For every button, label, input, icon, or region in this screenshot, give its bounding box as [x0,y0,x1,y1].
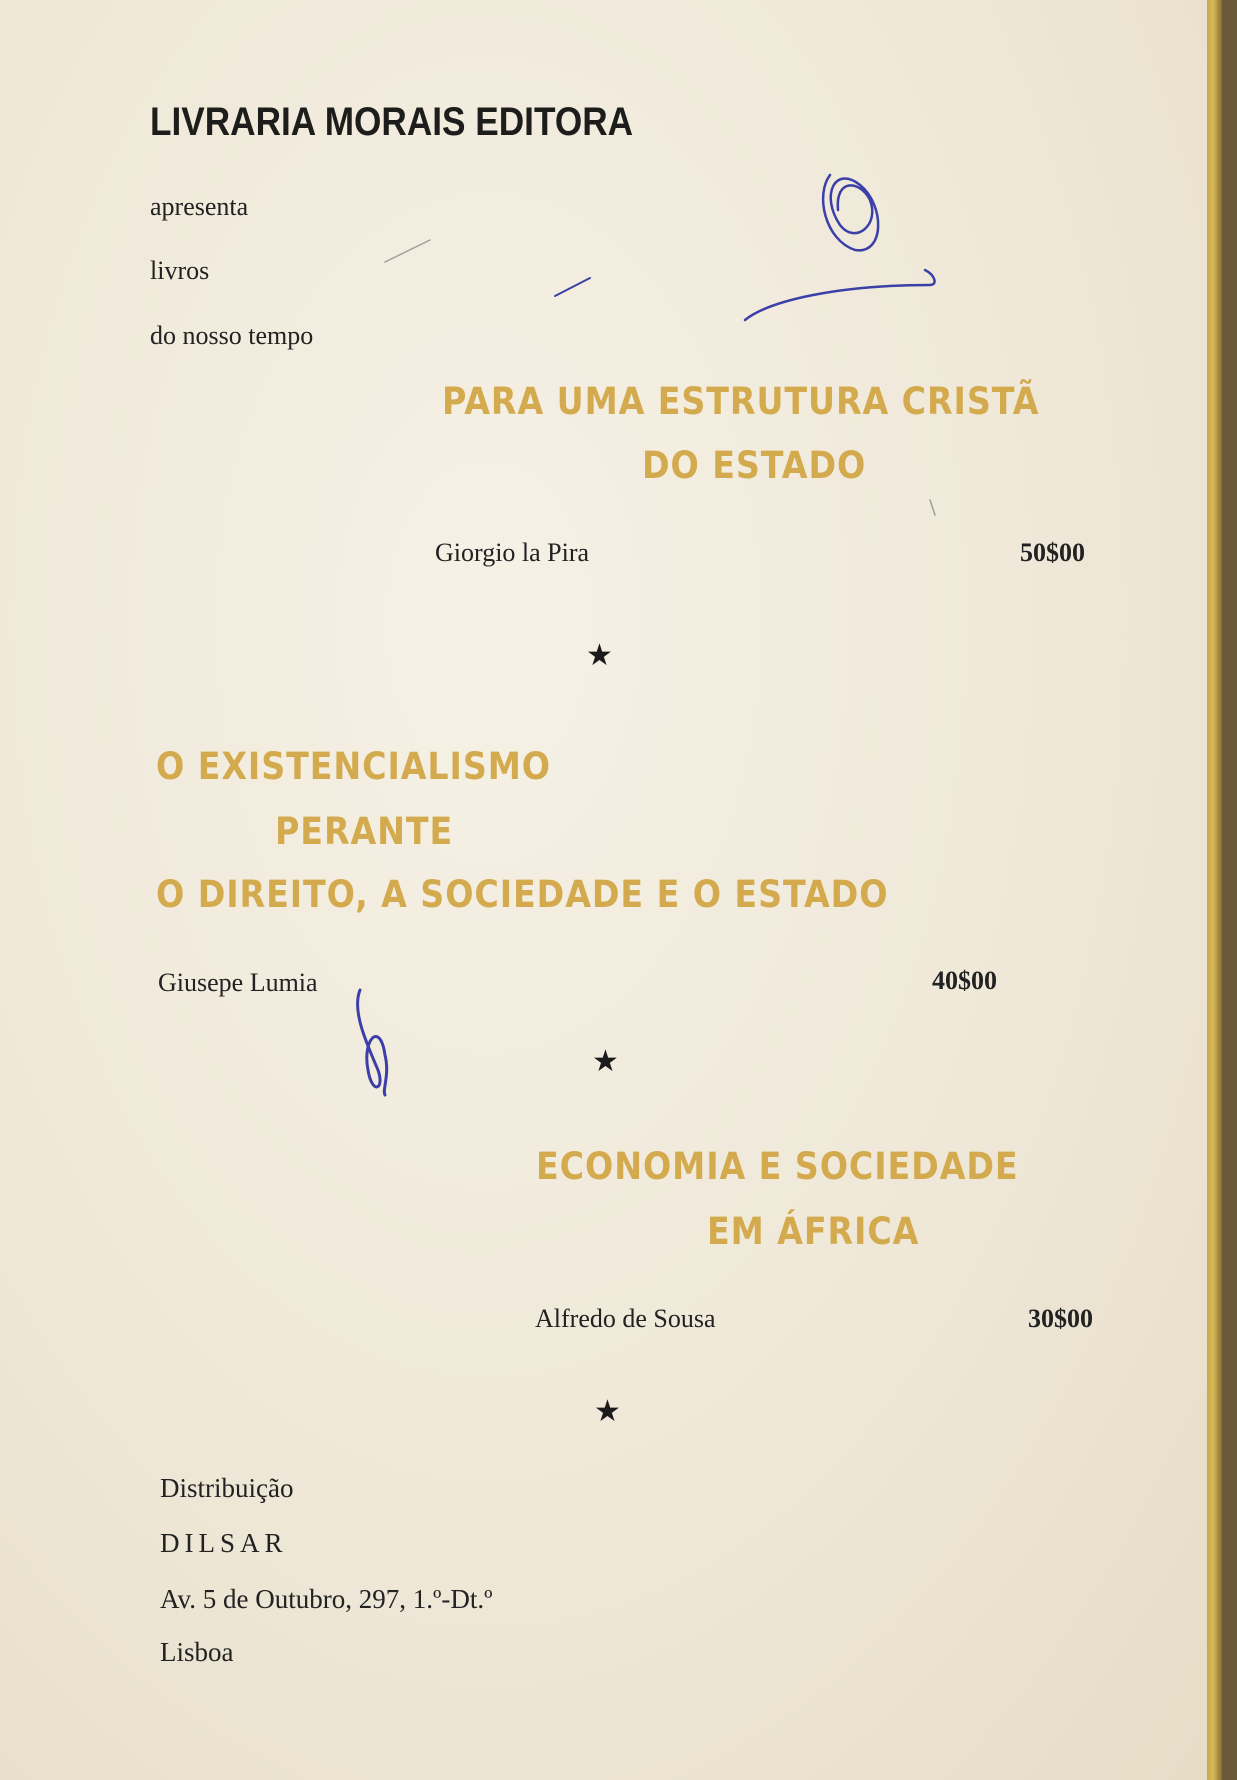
publisher-name: LIVRARIA MORAIS EDITORA [150,100,634,144]
book-3-title-line-1: ECONOMIA E SOCIEDADE [536,1145,1019,1188]
separator-star-3: ★ [594,1395,621,1428]
book-3-title-line-2: EM ÁFRICA [707,1210,920,1253]
book-2-author: Giusepe Lumia [158,968,318,997]
pencil-mark-1 [385,240,430,262]
pen-scribble-circle [823,175,878,250]
pen-scribble-vertical [358,990,387,1095]
separator-star-1: ★ [586,639,613,672]
intro-line-3: do nosso tempo [150,321,314,350]
book-3-author: Alfredo de Sousa [535,1304,716,1333]
distribution-label: Distribuição [160,1473,294,1503]
intro-line-1: apresenta [150,192,249,221]
separator-star-2: ★ [592,1045,619,1078]
book-1-author: Giorgio la Pira [435,538,590,567]
book-1-title-line-1: PARA UMA ESTRUTURA CRISTÃ [442,380,1040,423]
book-1-price: 50$00 [1020,538,1085,567]
pen-tick-small [555,278,590,296]
distributor-name: DILSAR [160,1528,288,1558]
intro-line-2: livros [150,256,210,285]
book-2-title-line-3: O DIREITO, A SOCIEDADE E O ESTADO [156,873,889,916]
book-3-price: 30$00 [1028,1304,1093,1333]
pencil-mark-2 [930,500,935,515]
distributor-city: Lisboa [160,1637,234,1667]
book-2-title-line-1: O EXISTENCIALISMO [156,745,551,788]
distributor-address: Av. 5 de Outubro, 297, 1.º-Dt.º [160,1584,493,1614]
book-1-title-line-2: DO ESTADO [642,444,867,487]
book-spine-edge [1207,0,1222,1780]
book-2-title-line-2: PERANTE [275,810,454,853]
book-2-price: 40$00 [932,966,997,995]
pen-stroke-arc [745,270,935,320]
